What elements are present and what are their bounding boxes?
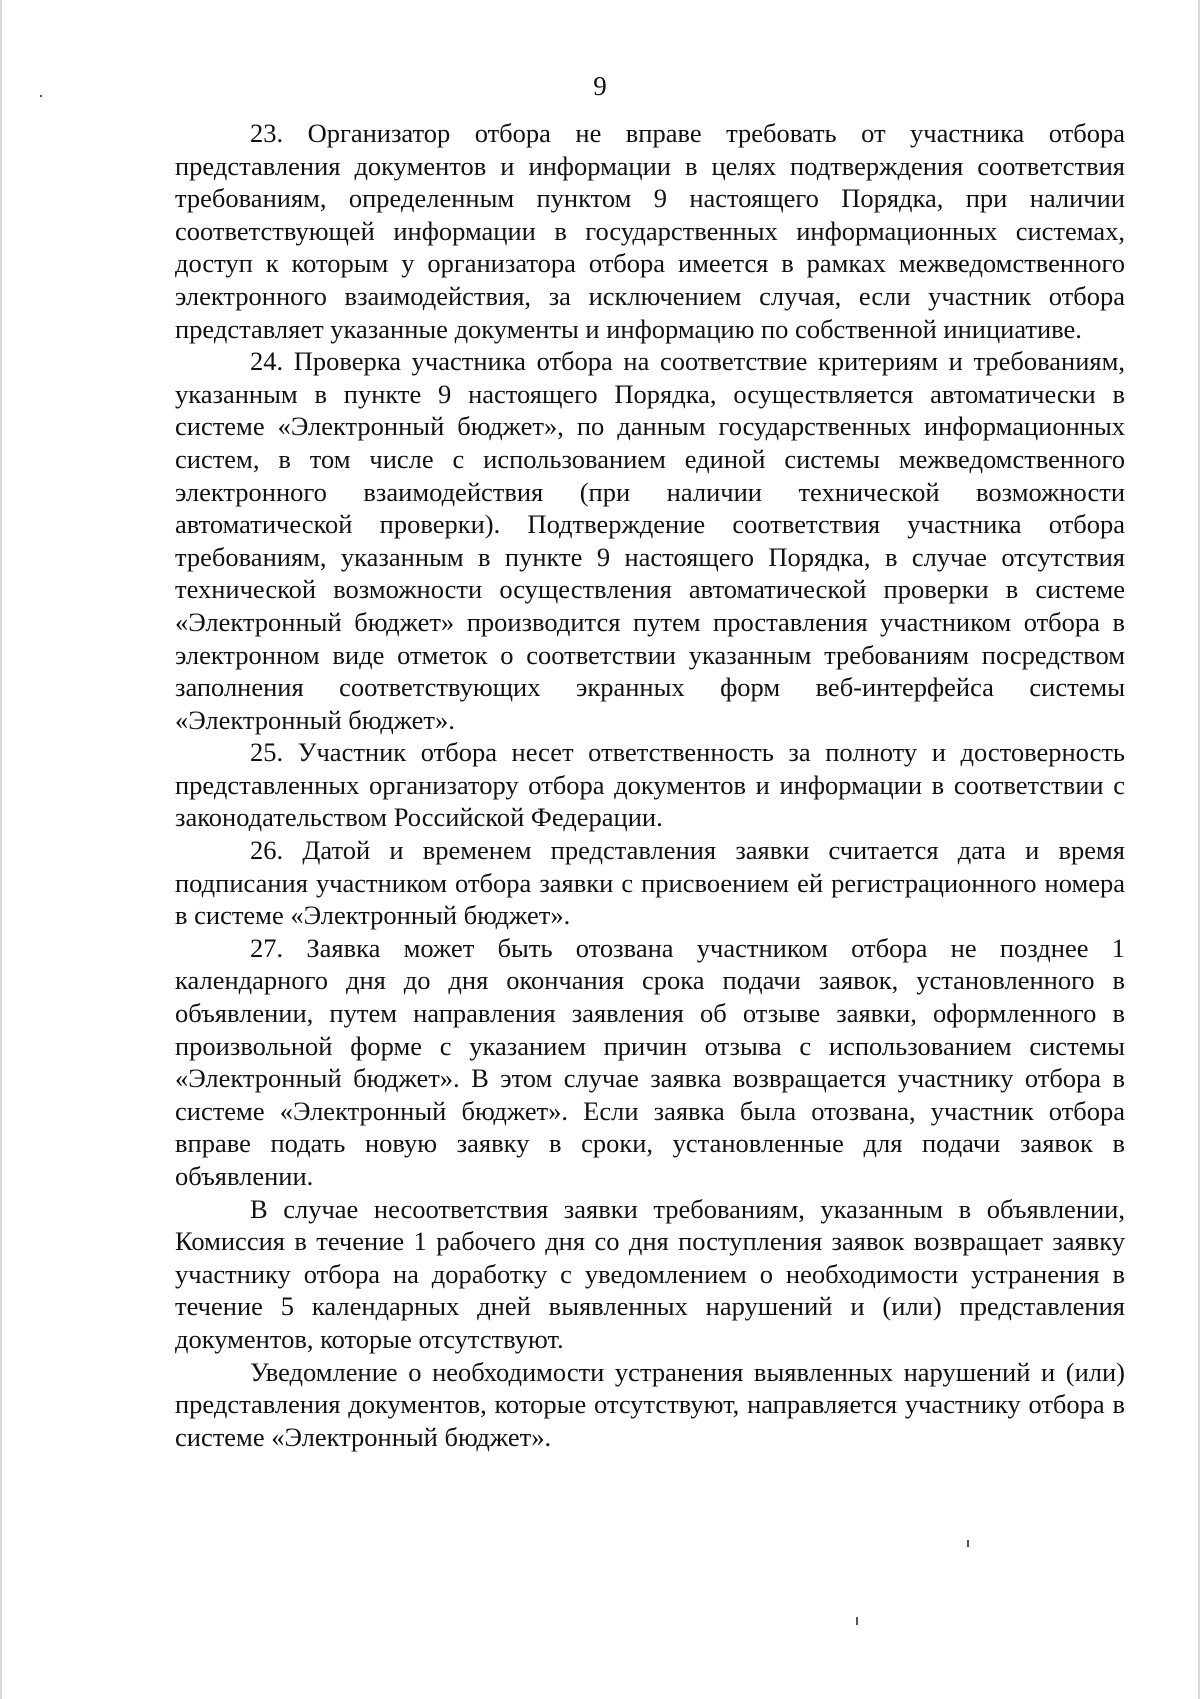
scan-speck — [40, 95, 42, 97]
paragraph-24: 24. Проверка участника отбора на соответствие критериям и требованиям, указанным в пункте 9 настоящего Порядка, осуществляется автоматически в системе «Электронный бюджет», по данным государственных информационных систем, в том числе с использованием единой системы межведомственного электронного взаимодействия (при наличии технической возможности автоматической проверки). Подтверждение соответствия участника отбора требованиям, указанным в пункте 9 настоящего Порядка, в случае отсутствия технической возможности осуществления автоматической проверки в системе «Электронный бюджет» производится путем проставления участником отбора в электронном виде отметок о соответствии указанным требованиям посредством заполнения соответствующих экранных форм веб-интерфейса системы «Электронный бюджет». — [175, 346, 1125, 735]
paragraph-25: 25. Участник отбора несет ответственность за полноту и достоверность представленных организатору отбора документов и информации в соответствии с законодательством Российской Федерации. — [175, 737, 1125, 833]
scan-speck — [967, 1540, 969, 1547]
scan-speck — [856, 1617, 858, 1625]
page-number: 9 — [593, 71, 607, 101]
paragraph-27: 27. Заявка может быть отозвана участником отбора не позднее 1 календарного дня до дня окончания срока подачи заявок, установленного в объявлении, путем направления заявления об отзыве заявки, оформленного в произвольной форме с указанием причин отзыва с использованием системы «Электронный бюджет». В этом случае заявка возвращается участнику отбора в системе «Электронный бюджет». Если заявка была отозвана, участник отбора вправе подать новую заявку в сроки, установленные для подачи заявок в объявлении. — [175, 932, 1125, 1191]
scan-edge-left — [0, 0, 2, 1699]
paragraph-27-notification: Уведомление о необходимости устранения выявленных нарушений и (или) представления документов, которые отсутствуют, направляется участнику отбора в системе «Электронный бюджет». — [175, 1356, 1125, 1452]
paragraph-26: 26. Датой и временем представления заявки считается дата и время подписания участником отбора заявки с присвоением ей регистрационного номера в системе «Электронный бюджет». — [175, 835, 1125, 931]
paragraph-23: 23. Организатор отбора не вправе требовать от участника отбора представления документов и информации в целях подтверждения соответствия требованиям, определенным пунктом 9 настоящего Порядка, при наличии соответствующей информации в государственных информационных системах, доступ к которым у организатора отбора имеется в рамках межведомственного электронного взаимодействия, за исключением случая, если участник отбора представляет указанные документы и информацию по собственной инициативе. — [175, 118, 1125, 344]
document-body — [175, 117, 1125, 1453]
paragraph-27-nonconformity: В случае несоответствия заявки требованиям, указанным в объявлении, Комиссия в течение 1 рабочего дня со дня поступления заявок возвращает заявку участнику отбора на доработку с уведомлением о необходимости устранения в течение 5 календарных дней выявленных нарушений и (или) представления документов, которые отсутствуют. — [175, 1193, 1125, 1354]
